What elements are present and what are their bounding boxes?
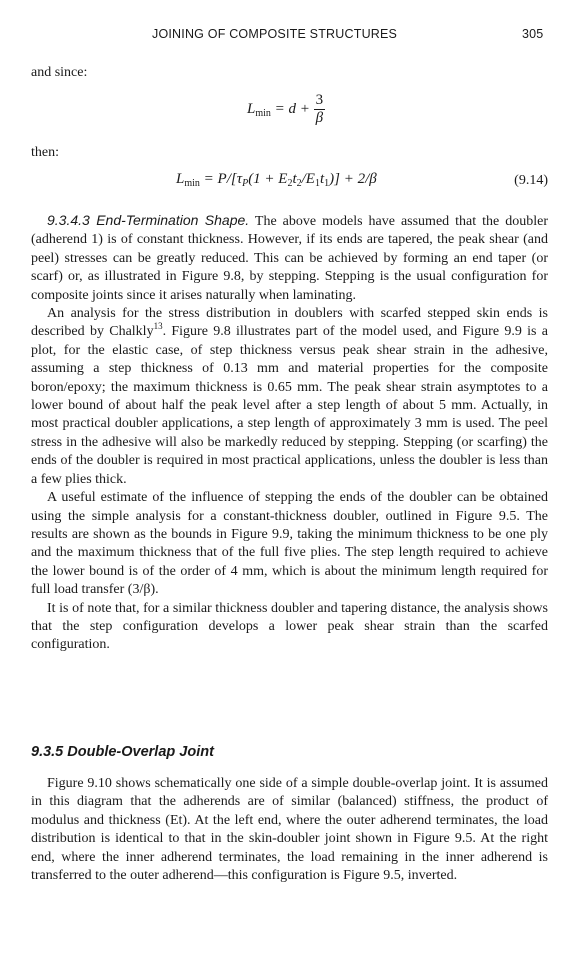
eq1-lhs-subscript: min — [255, 107, 271, 119]
section-9-3-5 — [31, 775, 548, 885]
paragraph-text: An analysis for the stress distribution in doublers with scarfed stepped skin ends is described by Chalkly — [31, 306, 548, 340]
equation-lmin-d — [247, 92, 325, 127]
subsection-9-3-4-3 — [31, 211, 548, 655]
eq2-sub-2b: 2 — [296, 178, 302, 189]
paragraph — [31, 211, 548, 305]
eq2-part-6: )] + 2/β — [329, 171, 377, 187]
eq2-lhs: L — [176, 171, 185, 187]
paragraph: A useful estimate of the influence of stepping the ends of the doubler can be obtained using the simple analysis for a constant-thickness doubler, outlined in Figure 9.5. The results are shown as the bounds in Figure 9.9, taking the minimum thickness to be one ply and the maximum thickness that of the full five plies. The step length required to achieve the lower bound is of the order of 4 mm, which is about the minimum length required for full load transfer (3/β). — [31, 490, 548, 598]
paragraph-text: The above models have assumed that the doubler (adherend 1) is of constant thickness. However, if its ends are tapered, the peak shear (and peel) stresses can be greatly reduced. This can be achieved by forming an end taper (or scarf) or, as illustrated in Figure 9.8, by stepping. Stepping is the usual configuration for composite joints since it arises naturally when laminating. — [31, 214, 549, 303]
running-title: JOINING OF COMPOSITE STRUCTURES — [152, 27, 398, 41]
and-since-line: and since: — [31, 65, 88, 80]
eq2-part-5: t — [319, 171, 325, 187]
eq1-rhs: = d + — [274, 100, 310, 117]
eq1-lhs: L — [247, 100, 256, 117]
subsection-run-in-title: 9.3.4.3 End-Termination Shape. — [47, 212, 250, 228]
paragraph — [31, 305, 548, 489]
eq2-part-4: /E — [301, 171, 315, 187]
eq2-lhs-subscript: min — [184, 178, 200, 189]
eq2-sub-p: P — [242, 178, 249, 189]
equation-number: (9.14) — [514, 173, 548, 188]
then-line: then: — [31, 145, 59, 160]
eq1-fraction — [314, 92, 326, 127]
page-number: 305 — [522, 27, 544, 41]
eq2-part-1: = P/[τ — [203, 171, 243, 187]
eq2-part-2: (1 + E — [248, 171, 288, 187]
eq2-part-3: t — [292, 171, 297, 187]
paragraph: Figure 9.10 shows schematically one side of a simple double-overlap joint. It is assumed in this diagram that the adherends are of similar (balanced) stiffness, the product of modulus and thickness (Et). At the left end, where the outer adherend terminates, the load distribution is identical to that in the skin-doubler joint shown in Figure 9.5. At the right end, where the inner adherend terminates, the load remaining in the inner adherend is transferred to the outer adherend—this configuration is Figure 9.5, inverted. — [31, 776, 548, 884]
eq2-sub-2a: 2 — [287, 178, 293, 189]
eq2-sub-1a: 1 — [314, 178, 320, 189]
section-heading: 9.3.5 Double-Overlap Joint — [31, 744, 214, 760]
reference-superscript: 13 — [153, 321, 163, 332]
running-header — [0, 27, 575, 45]
eq1-denominator: β — [315, 110, 324, 126]
eq2-sub-1b: 1 — [324, 178, 330, 189]
eq1-numerator: 3 — [315, 92, 324, 108]
paragraph-text: . Figure 9.8 illustrates part of the model used, and Figure 9.9 is a plot, for the elastic case, of step thickness versus peak shear strain in the adhesive, assuming a step thickness of 0.13 mm and material properties for the composite boron/epoxy; the maximum thickness is 0.65 mm. The peak shear strain asymptotes to a lower bound of about half the peak level after a step length of about 5 mm. Actually, in most practical doubler applications, a step length of approximately 3 mm is used. The peel stress in the adhesive will also be markedly reduced by stepping. Stepping (or scarfing) the ends of the doubler is required in most practical applications, unless the doubler is less than a few plies thick. — [31, 324, 548, 487]
paragraph: It is of note that, for a similar thickness doubler and tapering distance, the analysis shows that the step configuration develops a lower peak shear strain than the scarfed configuration. — [31, 600, 548, 653]
equation-9-14 — [176, 171, 377, 188]
